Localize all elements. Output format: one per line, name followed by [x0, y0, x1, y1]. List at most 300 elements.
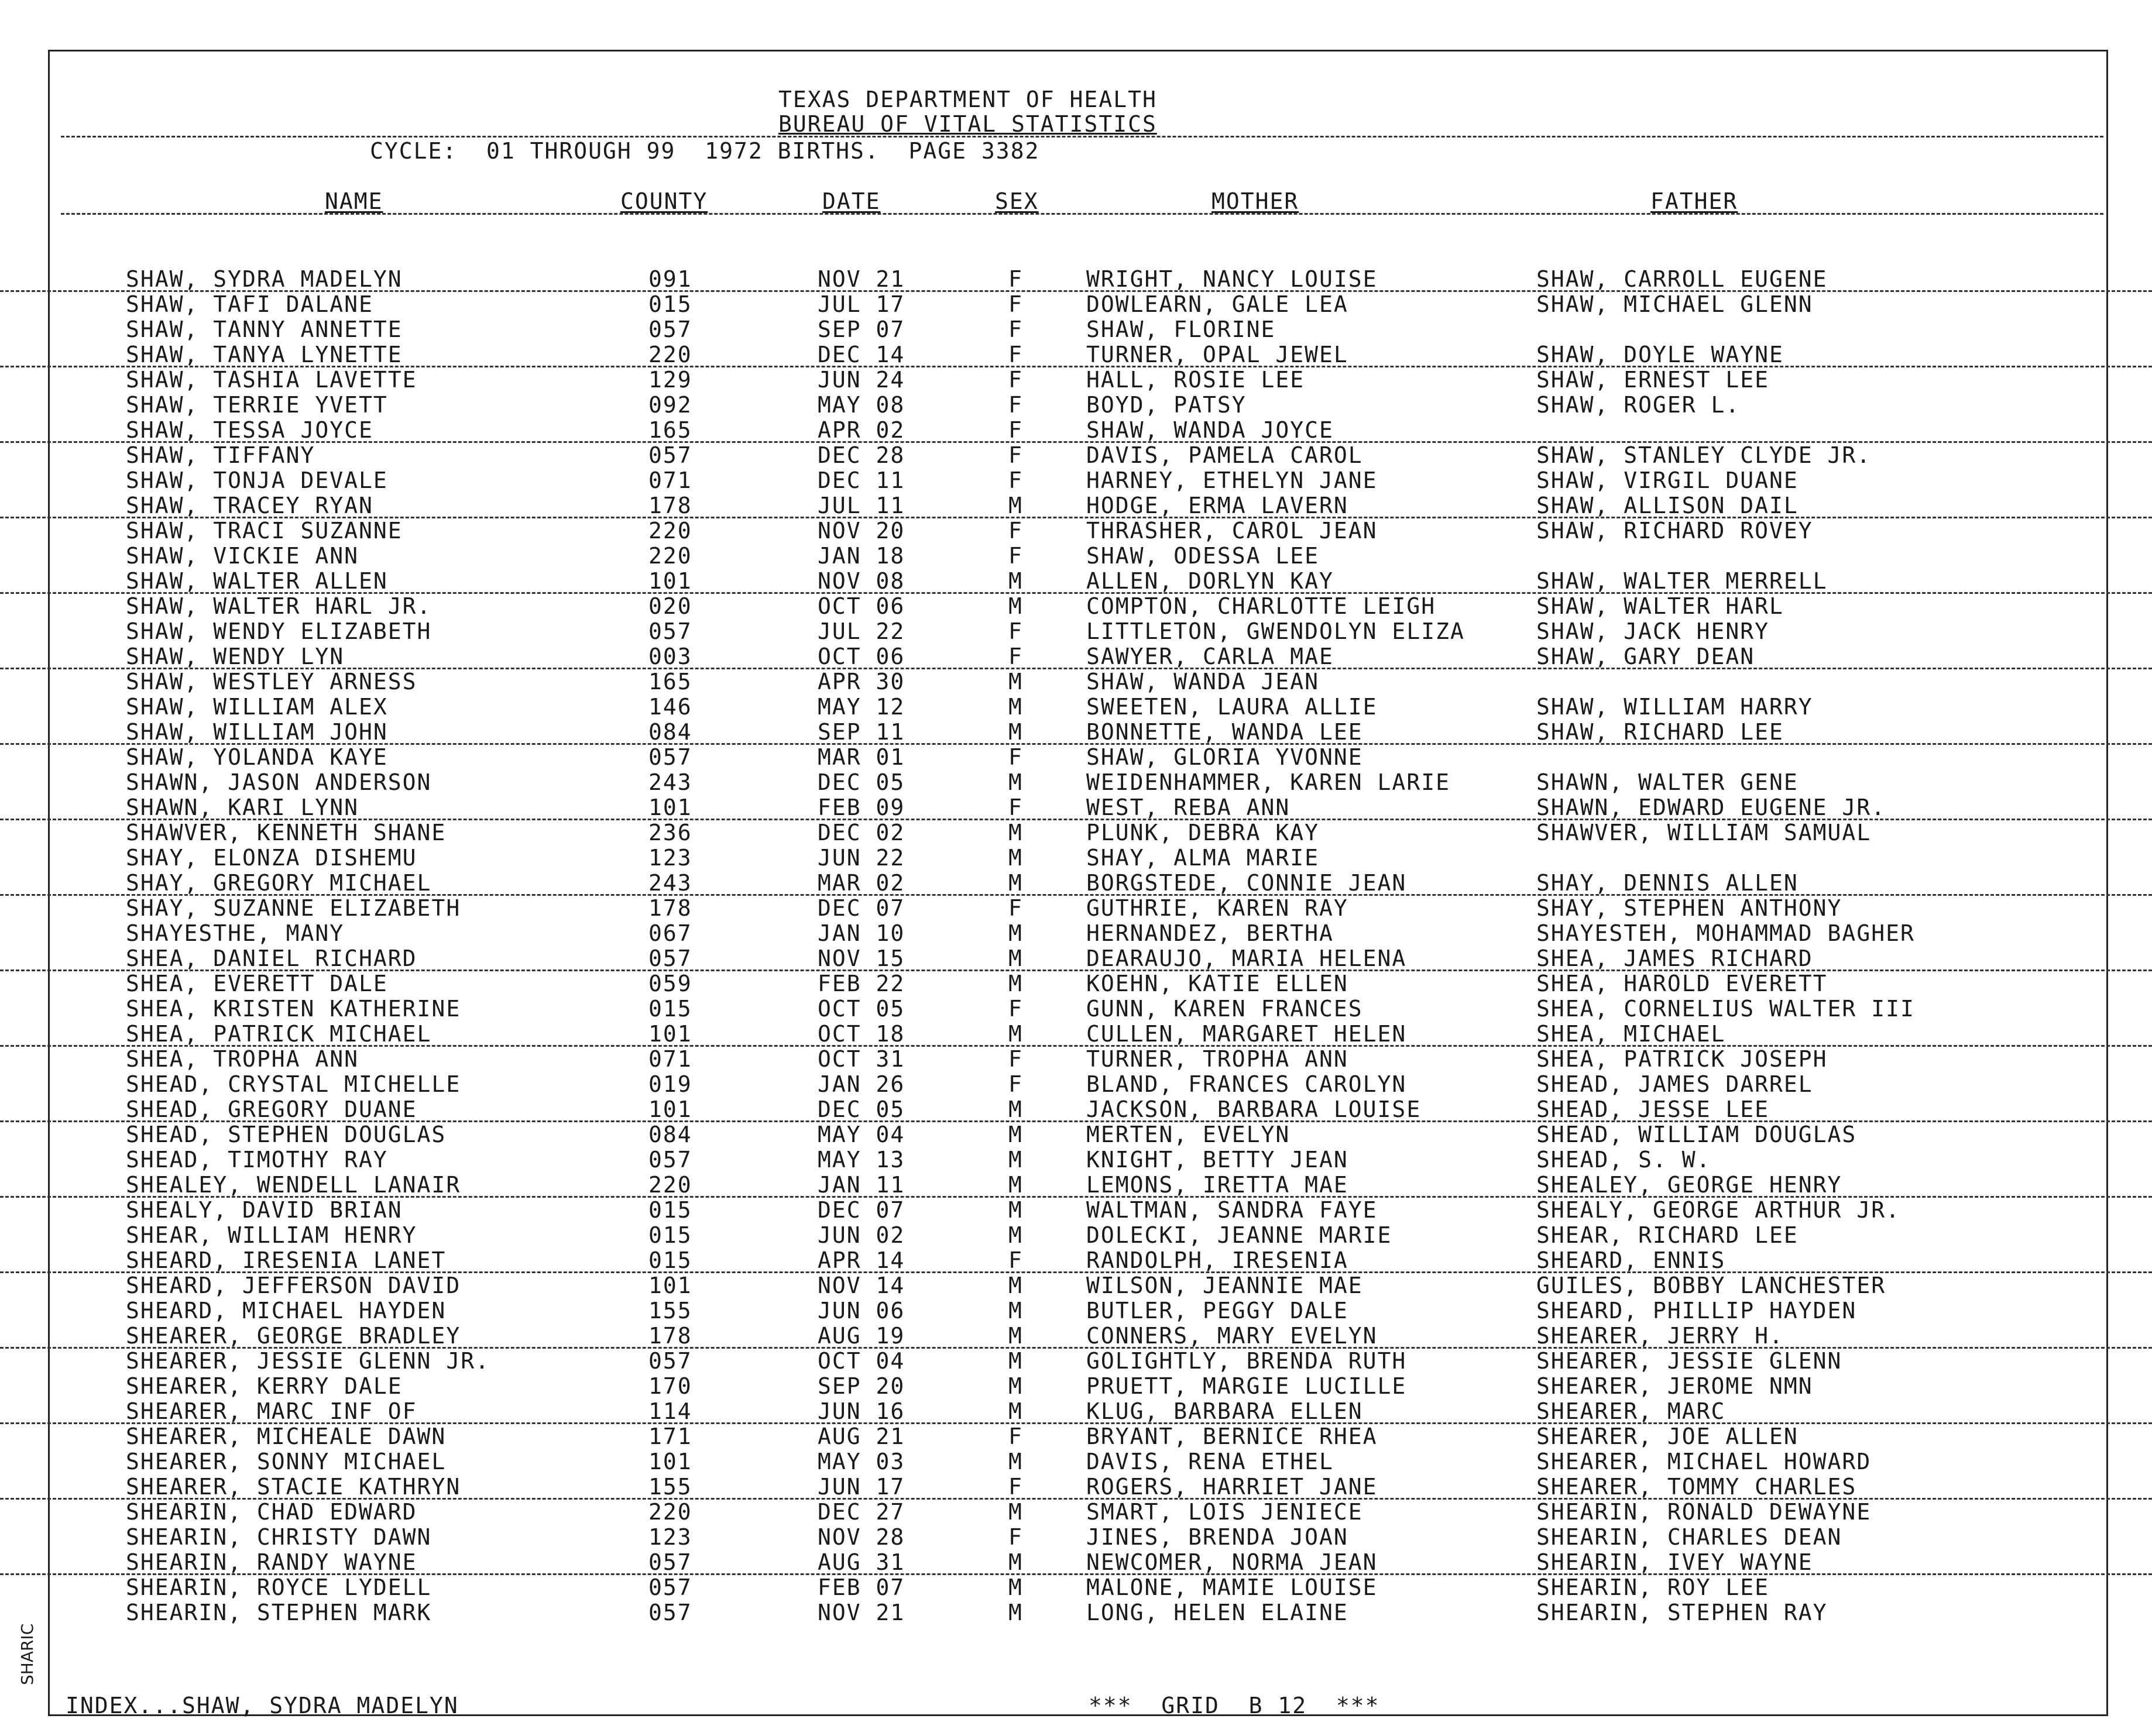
record-county: 015 [648, 1222, 692, 1248]
record-date: SEP 20 [818, 1373, 905, 1399]
record-date: OCT 04 [818, 1348, 905, 1374]
record-father: SHAW, ROGER L. [1536, 392, 1741, 418]
record-father: SHEAD, JESSE LEE [1536, 1096, 1770, 1122]
record-county: 220 [648, 342, 692, 367]
record-name: SHEARIN, CHAD EDWARD [126, 1499, 417, 1525]
record-father: SHEA, JAMES RICHARD [1536, 946, 1813, 971]
record-date: NOV 21 [818, 266, 905, 292]
record-father: SHAWN, WALTER GENE [1536, 769, 1799, 795]
record-mother: SHAW, WANDA JOYCE [1086, 417, 1334, 443]
record-date: FEB 22 [818, 971, 905, 996]
record-sex: M [1008, 719, 1023, 745]
record-date: OCT 06 [818, 593, 905, 619]
record-row [0, 1600, 2152, 1625]
record-date: SEP 11 [818, 719, 905, 745]
record-sex: F [1008, 317, 1023, 342]
record-date: FEB 07 [818, 1575, 905, 1600]
record-row [0, 1248, 2152, 1273]
record-name: SHEARIN, ROYCE LYDELL [126, 1575, 432, 1600]
record-row [0, 418, 2152, 443]
record-sex: M [1008, 1575, 1023, 1600]
record-date: JUN 22 [818, 845, 905, 871]
record-father: SHEARER, MARC [1536, 1398, 1726, 1424]
record-row [0, 820, 2152, 845]
record-father: SHAW, ERNEST LEE [1536, 367, 1770, 393]
record-row [0, 845, 2152, 871]
record-sex: M [1008, 769, 1023, 795]
record-sex: M [1008, 1348, 1023, 1374]
record-name: SHEARD, MICHAEL HAYDEN [126, 1298, 447, 1324]
record-mother: DAVIS, PAMELA CAROL [1086, 442, 1363, 468]
record-name: SHAW, TRACEY RYAN [126, 493, 373, 518]
record-sex: M [1008, 845, 1023, 871]
record-mother: DOLECKI, JEANNE MARIE [1086, 1222, 1392, 1248]
record-sex: M [1008, 946, 1023, 971]
record-name: SHEARD, IRESENIA LANET [126, 1247, 447, 1273]
record-name: SHEARIN, CHRISTY DAWN [126, 1524, 432, 1550]
record-name: SHAW, TONJA DEVALE [126, 467, 388, 493]
record-name: SHEA, PATRICK MICHAEL [126, 1021, 432, 1047]
record-mother: ALLEN, DORLYN KAY [1086, 568, 1334, 594]
record-name: SHAW, YOLANDA KAYE [126, 744, 388, 770]
record-county: 236 [648, 820, 692, 845]
record-county: 165 [648, 669, 692, 695]
record-sex: F [1008, 744, 1023, 770]
record-name: SHAW, WILLIAM ALEX [126, 694, 388, 720]
record-county: 057 [648, 1549, 692, 1575]
record-name: SHAW, TESSA JOYCE [126, 417, 373, 443]
record-date: SEP 07 [818, 317, 905, 342]
record-mother: HARNEY, ETHELYN JANE [1086, 467, 1378, 493]
record-sex: F [1008, 1071, 1023, 1097]
record-father: SHEARIN, ROY LEE [1536, 1575, 1770, 1600]
record-mother: GUTHRIE, KAREN RAY [1086, 895, 1348, 921]
record-name: SHEAD, TIMOTHY RAY [126, 1147, 388, 1173]
record-row [0, 1147, 2152, 1173]
record-sex: M [1008, 1122, 1023, 1147]
record-father: SHEA, CORNELIUS WALTER III [1536, 996, 1915, 1022]
record-mother: MALONE, MAMIE LOUISE [1086, 1575, 1378, 1600]
record-county: 071 [648, 467, 692, 493]
record-father: SHEA, PATRICK JOSEPH [1536, 1046, 1828, 1072]
record-row [0, 1550, 2152, 1575]
record-mother: BOYD, PATSY [1086, 392, 1247, 418]
records-table [0, 267, 2152, 1625]
record-county: 171 [648, 1424, 692, 1449]
record-date: MAY 04 [818, 1122, 905, 1147]
record-date: DEC 14 [818, 342, 905, 367]
record-sex: M [1008, 1273, 1023, 1298]
record-mother: WRIGHT, NANCY LOUISE [1086, 266, 1378, 292]
record-row [0, 544, 2152, 569]
record-row [0, 1273, 2152, 1298]
record-row [0, 720, 2152, 745]
record-county: 057 [648, 1348, 692, 1374]
record-sex: F [1008, 1247, 1023, 1273]
record-county: 129 [648, 367, 692, 393]
record-date: AUG 21 [818, 1424, 905, 1449]
record-father: SHAWN, EDWARD EUGENE JR. [1536, 795, 1886, 820]
record-mother: HODGE, ERMA LAVERN [1086, 493, 1348, 518]
record-father: SHAW, WALTER MERRELL [1536, 568, 1828, 594]
record-row [0, 1349, 2152, 1374]
record-name: SHAW, VICKIE ANN [126, 543, 359, 569]
record-mother: SHAW, FLORINE [1086, 317, 1276, 342]
record-father: SHEALY, GEORGE ARTHUR JR. [1536, 1197, 1900, 1223]
record-mother: DAVIS, RENA ETHEL [1086, 1449, 1334, 1474]
record-mother: KOEHN, KATIE ELLEN [1086, 971, 1348, 996]
record-date: JUN 02 [818, 1222, 905, 1248]
record-date: NOV 08 [818, 568, 905, 594]
record-county: 067 [648, 920, 692, 946]
record-mother: LITTLETON, GWENDOLYN ELIZA [1086, 618, 1465, 644]
record-county: 057 [648, 1600, 692, 1625]
record-sex: F [1008, 795, 1023, 820]
record-county: 057 [648, 946, 692, 971]
record-father: SHAW, GARY DEAN [1536, 644, 1755, 669]
record-date: OCT 05 [818, 996, 905, 1022]
record-county: 059 [648, 971, 692, 996]
record-county: 165 [648, 417, 692, 443]
record-name: SHAW, WALTER HARL JR. [126, 593, 432, 619]
record-name: SHEARER, MARC INF OF [126, 1398, 417, 1424]
record-date: AUG 31 [818, 1549, 905, 1575]
record-date: JUN 24 [818, 367, 905, 393]
record-name: SHAW, TRACI SUZANNE [126, 518, 403, 544]
record-mother: WEST, REBA ANN [1086, 795, 1290, 820]
record-sex: M [1008, 971, 1023, 996]
record-sex: M [1008, 1398, 1023, 1424]
record-date: DEC 11 [818, 467, 905, 493]
record-mother: SHAW, ODESSA LEE [1086, 543, 1320, 569]
record-row [0, 267, 2152, 292]
record-mother: KLUG, BARBARA ELLEN [1086, 1398, 1363, 1424]
record-county: 057 [648, 744, 692, 770]
record-county: 123 [648, 845, 692, 871]
record-father: SHEARER, MICHAEL HOWARD [1536, 1449, 1872, 1474]
record-father: GUILES, BOBBY LANCHESTER [1536, 1273, 1886, 1298]
record-mother: NEWCOMER, NORMA JEAN [1086, 1549, 1378, 1575]
record-sex: M [1008, 1549, 1023, 1575]
record-father: SHEARER, TOMMY CHARLES [1536, 1474, 1857, 1500]
record-mother: GUNN, KAREN FRANCES [1086, 996, 1363, 1022]
record-county: 071 [648, 1046, 692, 1072]
record-county: 101 [648, 568, 692, 594]
record-date: OCT 06 [818, 644, 905, 669]
record-father: SHEARER, JERRY H. [1536, 1323, 1784, 1349]
record-mother: DOWLEARN, GALE LEA [1086, 291, 1348, 317]
record-father: SHEAD, WILLIAM DOUGLAS [1536, 1122, 1857, 1147]
record-date: JUN 06 [818, 1298, 905, 1324]
record-county: 091 [648, 266, 692, 292]
record-mother: CONNERS, MARY EVELYN [1086, 1323, 1378, 1349]
record-mother: SMART, LOIS JENIECE [1086, 1499, 1363, 1525]
record-name: SHEAD, CRYSTAL MICHELLE [126, 1071, 461, 1097]
record-date: FEB 09 [818, 795, 905, 820]
record-sex: M [1008, 493, 1023, 518]
record-mother: JACKSON, BARBARA LOUISE [1086, 1096, 1422, 1122]
record-county: 101 [648, 795, 692, 820]
record-sex: F [1008, 342, 1023, 367]
record-mother: JINES, BRENDA JOAN [1086, 1524, 1348, 1550]
record-row [0, 896, 2152, 921]
record-mother: KNIGHT, BETTY JEAN [1086, 1147, 1348, 1173]
record-row [0, 619, 2152, 644]
record-sex: M [1008, 1600, 1023, 1625]
record-row [0, 1097, 2152, 1122]
record-county: 155 [648, 1474, 692, 1500]
record-row [0, 669, 2152, 695]
record-name: SHEARER, SONNY MICHAEL [126, 1449, 447, 1474]
record-father: SHAY, DENNIS ALLEN [1536, 870, 1799, 896]
record-father: SHEARER, JEROME NMN [1536, 1373, 1813, 1399]
record-date: JUN 17 [818, 1474, 905, 1500]
footer-index: INDEX...SHAW, SYDRA MADELYN [66, 1693, 459, 1718]
record-sex: M [1008, 1147, 1023, 1173]
record-sex: M [1008, 694, 1023, 720]
record-date: MAY 08 [818, 392, 905, 418]
record-mother: RANDOLPH, IRESENIA [1086, 1247, 1348, 1273]
record-date: DEC 07 [818, 1197, 905, 1223]
record-row [0, 393, 2152, 418]
record-county: 146 [648, 694, 692, 720]
record-name: SHEARER, KERRY DALE [126, 1373, 403, 1399]
record-row [0, 921, 2152, 946]
record-father: SHEA, HAROLD EVERETT [1536, 971, 1828, 996]
record-date: APR 30 [818, 669, 905, 695]
record-row [0, 1047, 2152, 1072]
record-name: SHEARER, STACIE KATHRYN [126, 1474, 461, 1500]
record-date: NOV 20 [818, 518, 905, 544]
record-mother: DEARAUJO, MARIA HELENA [1086, 946, 1407, 971]
record-date: MAY 13 [818, 1147, 905, 1173]
record-mother: SHAY, ALMA MARIE [1086, 845, 1320, 871]
record-sex: M [1008, 568, 1023, 594]
record-row [0, 292, 2152, 317]
record-mother: ROGERS, HARRIET JANE [1086, 1474, 1378, 1500]
col-header-father: FATHER [1650, 188, 1738, 214]
record-name: SHEARER, GEORGE BRADLEY [126, 1323, 461, 1349]
record-county: 015 [648, 1247, 692, 1273]
record-row [0, 1324, 2152, 1349]
record-father: SHEARD, PHILLIP HAYDEN [1536, 1298, 1857, 1324]
record-row [0, 1575, 2152, 1600]
record-name: SHAW, TAFI DALANE [126, 291, 373, 317]
record-row [0, 946, 2152, 971]
record-county: 170 [648, 1373, 692, 1399]
record-sex: F [1008, 895, 1023, 921]
record-county: 057 [648, 442, 692, 468]
record-date: NOV 28 [818, 1524, 905, 1550]
record-row [0, 1298, 2152, 1324]
record-father: SHEAD, JAMES DARREL [1536, 1071, 1813, 1097]
record-row [0, 518, 2152, 544]
record-father: SHAW, JACK HENRY [1536, 618, 1770, 644]
record-row [0, 1022, 2152, 1047]
record-date: JUN 16 [818, 1398, 905, 1424]
record-row [0, 644, 2152, 669]
record-father: SHAW, DOYLE WAYNE [1536, 342, 1784, 367]
record-name: SHAW, TANNY ANNETTE [126, 317, 403, 342]
record-name: SHEARD, JEFFERSON DAVID [126, 1273, 461, 1298]
record-row [0, 443, 2152, 468]
record-county: 243 [648, 870, 692, 896]
record-date: NOV 14 [818, 1273, 905, 1298]
record-father: SHAW, CARROLL EUGENE [1536, 266, 1828, 292]
record-date: DEC 07 [818, 895, 905, 921]
record-father: SHAW, WILLIAM HARRY [1536, 694, 1813, 720]
record-mother: HERNANDEZ, BERTHA [1086, 920, 1334, 946]
record-father: SHAYESTEH, MOHAMMAD BAGHER [1536, 920, 1915, 946]
record-row [0, 468, 2152, 493]
record-sex: M [1008, 1222, 1023, 1248]
record-father: SHEALEY, GEORGE HENRY [1536, 1172, 1842, 1198]
record-sex: F [1008, 467, 1023, 493]
record-mother: BLAND, FRANCES CAROLYN [1086, 1071, 1407, 1097]
record-sex: F [1008, 1046, 1023, 1072]
record-name: SHAW, TASHIA LAVETTE [126, 367, 417, 393]
record-name: SHEA, DANIEL RICHARD [126, 946, 417, 971]
record-sex: M [1008, 1449, 1023, 1474]
record-father: SHAW, STANLEY CLYDE JR. [1536, 442, 1872, 468]
record-county: 220 [648, 518, 692, 544]
record-father: SHAW, WALTER HARL [1536, 593, 1784, 619]
record-sex: M [1008, 593, 1023, 619]
record-name: SHEAD, STEPHEN DOUGLAS [126, 1122, 447, 1147]
record-sex: F [1008, 442, 1023, 468]
record-row [0, 1198, 2152, 1223]
record-sex: F [1008, 543, 1023, 569]
record-date: MAY 12 [818, 694, 905, 720]
record-sex: M [1008, 1172, 1023, 1198]
record-date: JAN 26 [818, 1071, 905, 1097]
record-mother: BRYANT, BERNICE RHEA [1086, 1424, 1378, 1449]
record-county: 057 [648, 1575, 692, 1600]
record-date: DEC 05 [818, 769, 905, 795]
record-mother: GOLIGHTLY, BRENDA RUTH [1086, 1348, 1407, 1374]
record-date: APR 14 [818, 1247, 905, 1273]
record-sex: F [1008, 644, 1023, 669]
record-name: SHAWVER, KENNETH SHANE [126, 820, 447, 845]
record-name: SHAW, WILLIAM JOHN [126, 719, 388, 745]
record-name: SHAY, SUZANNE ELIZABETH [126, 895, 461, 921]
record-mother: COMPTON, CHARLOTTE LEIGH [1086, 593, 1436, 619]
record-date: NOV 15 [818, 946, 905, 971]
record-row [0, 594, 2152, 619]
record-sex: M [1008, 1298, 1023, 1324]
record-date: MAR 01 [818, 744, 905, 770]
record-sex: M [1008, 870, 1023, 896]
record-sex: M [1008, 1499, 1023, 1525]
record-name: SHAW, TANYA LYNETTE [126, 342, 403, 367]
record-county: 101 [648, 1021, 692, 1047]
record-sex: M [1008, 669, 1023, 695]
record-mother: SAWYER, CARLA MAE [1086, 644, 1334, 669]
col-header-name: NAME [325, 188, 383, 214]
record-county: 101 [648, 1449, 692, 1474]
record-father: SHAW, ALLISON DAIL [1536, 493, 1799, 518]
col-header-county: COUNTY [620, 188, 708, 214]
record-sex: F [1008, 1524, 1023, 1550]
record-name: SHEAD, GREGORY DUANE [126, 1096, 417, 1122]
record-row [0, 1500, 2152, 1525]
record-name: SHAW, TIFFANY [126, 442, 315, 468]
record-county: 178 [648, 895, 692, 921]
record-father: SHEARIN, RONALD DEWAYNE [1536, 1499, 1872, 1525]
record-name: SHEARER, JESSIE GLENN JR. [126, 1348, 490, 1374]
record-date: JUL 17 [818, 291, 905, 317]
record-father: SHAW, RICHARD ROVEY [1536, 518, 1813, 544]
record-row [0, 493, 2152, 518]
record-row [0, 342, 2152, 367]
record-row [0, 795, 2152, 820]
record-mother: BORGSTEDE, CONNIE JEAN [1086, 870, 1407, 896]
record-date: JAN 11 [818, 1172, 905, 1198]
record-row [0, 1122, 2152, 1147]
bureau-title: BUREAU OF VITAL STATISTICS [778, 111, 1157, 137]
record-row [0, 1223, 2152, 1248]
record-father: SHAW, RICHARD LEE [1536, 719, 1784, 745]
record-sex: M [1008, 820, 1023, 845]
record-county: 220 [648, 1172, 692, 1198]
record-date: DEC 02 [818, 820, 905, 845]
record-date: DEC 05 [818, 1096, 905, 1122]
record-sex: F [1008, 266, 1023, 292]
record-date: MAR 02 [818, 870, 905, 896]
side-label: SHARIC [18, 1623, 37, 1685]
record-row [0, 1525, 2152, 1550]
record-row [0, 317, 2152, 342]
record-row [0, 871, 2152, 896]
record-county: 178 [648, 1323, 692, 1349]
record-name: SHAW, SYDRA MADELYN [126, 266, 403, 292]
record-name: SHAYESTHE, MANY [126, 920, 345, 946]
record-date: APR 02 [818, 417, 905, 443]
record-name: SHAWN, KARI LYNN [126, 795, 359, 820]
record-mother: WILSON, JEANNIE MAE [1086, 1273, 1363, 1298]
record-date: DEC 27 [818, 1499, 905, 1525]
record-sex: F [1008, 618, 1023, 644]
record-mother: SHAW, WANDA JEAN [1086, 669, 1320, 695]
record-name: SHAW, WENDY LYN [126, 644, 345, 669]
record-county: 084 [648, 719, 692, 745]
record-father: SHAWVER, WILLIAM SAMUAL [1536, 820, 1872, 845]
record-county: 178 [648, 493, 692, 518]
record-mother: WEIDENHAMMER, KAREN LARIE [1086, 769, 1450, 795]
record-sex: M [1008, 920, 1023, 946]
record-sex: F [1008, 1474, 1023, 1500]
record-county: 015 [648, 996, 692, 1022]
record-row [0, 1449, 2152, 1474]
record-sex: F [1008, 367, 1023, 393]
record-date: OCT 18 [818, 1021, 905, 1047]
record-row [0, 1173, 2152, 1198]
record-mother: PRUETT, MARGIE LUCILLE [1086, 1373, 1407, 1399]
col-header-sex: SEX [995, 188, 1039, 214]
record-county: 092 [648, 392, 692, 418]
record-father: SHAW, VIRGIL DUANE [1536, 467, 1799, 493]
record-date: DEC 28 [818, 442, 905, 468]
record-father: SHEARER, JOE ALLEN [1536, 1424, 1799, 1449]
record-county: 057 [648, 1147, 692, 1173]
record-county: 015 [648, 1197, 692, 1223]
record-mother: THRASHER, CAROL JEAN [1086, 518, 1378, 544]
record-county: 057 [648, 618, 692, 644]
record-row [0, 1072, 2152, 1097]
record-father: SHEARER, JESSIE GLENN [1536, 1348, 1842, 1374]
record-mother: TURNER, TROPHA ANN [1086, 1046, 1348, 1072]
record-name: SHEA, KRISTEN KATHERINE [126, 996, 461, 1022]
